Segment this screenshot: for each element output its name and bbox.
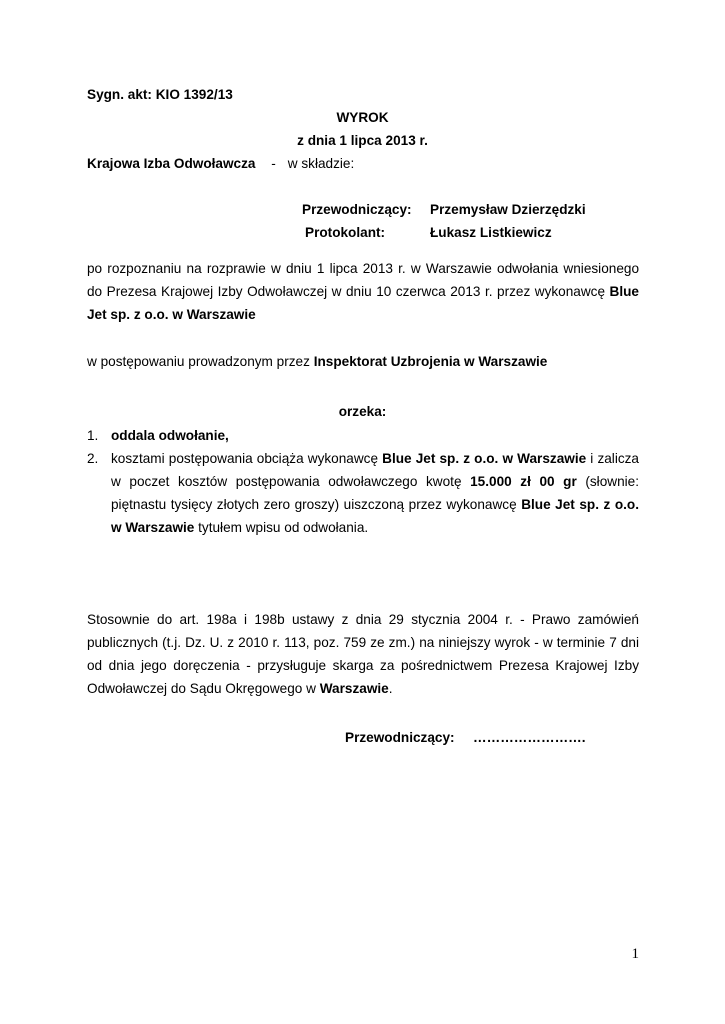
chair-label: Przewodniczący: <box>302 202 412 217</box>
panel-line <box>87 155 354 172</box>
body-name: Krajowa Izba Odwoławcza <box>87 156 256 171</box>
clerk-name: Łukasz Listkiewicz <box>430 225 552 240</box>
ruling-heading: orzeka: <box>338 404 387 419</box>
instruction-paragraph: Stosownie do art. 198a i 198b ustawy z dnia 29 stycznia 2004 r. - Prawo zamówień publicznych (t.j. Dz. U. z 2010 r. 113, poz. 759 ze zm.) na niniejszy wyrok - w terminie 7 dni od dnia jego doręczenia - przysługuje skarga za pośrednictwem Prezesa Krajowej Izby Odwoławczej do Sądu Okręgowego w Warszawie. <box>87 612 639 696</box>
composition-label: w składzie: <box>287 156 355 171</box>
chair-name: Przemysław Dzierzędzki <box>430 202 586 217</box>
dash: - <box>271 156 276 171</box>
signature-line: ……………………. <box>473 730 586 745</box>
proceeding-paragraph: w postępowaniu prowadzonym przez Inspektorat Uzbrojenia w Warszawie <box>87 354 548 369</box>
case-number: Sygn. akt: KIO 1392/13 <box>87 87 233 102</box>
item-number: 1. <box>87 428 99 443</box>
intro-paragraph: po rozpoznaniu na rozprawie w dniu 1 lipca 2013 r. w Warszawie odwołania wniesionego do Prezesa Krajowej Izby Odwoławczej w dniu 10 czerwca 2013 r. przez wykonawcę Blue Jet sp. z o.o. w Warszawie <box>87 261 639 322</box>
judgment-date: z dnia 1 lipca 2013 r. <box>297 133 428 148</box>
item-number: 2. <box>87 451 99 466</box>
page-number: 1 <box>631 946 639 962</box>
ruling-item: 1. oddala odwołanie, <box>87 424 639 447</box>
clerk-label: Protokolant: <box>305 225 386 240</box>
ruling-item: 2. kosztami postępowania obciąża wykonawcę Blue Jet sp. z o.o. w Warszawie i zalicza w poczet kosztów postępowania odwoławczego kwotę 15.000 zł 00 gr (słownie: piętnastu tysięcy złotych zero groszy) uiszczoną przez wykonawcę Blue Jet sp. z o.o. w Warszawie tytułem wpisu od odwołania. <box>87 447 639 539</box>
signature-label: Przewodniczący: <box>345 730 455 745</box>
document-title: WYROK <box>336 110 389 125</box>
